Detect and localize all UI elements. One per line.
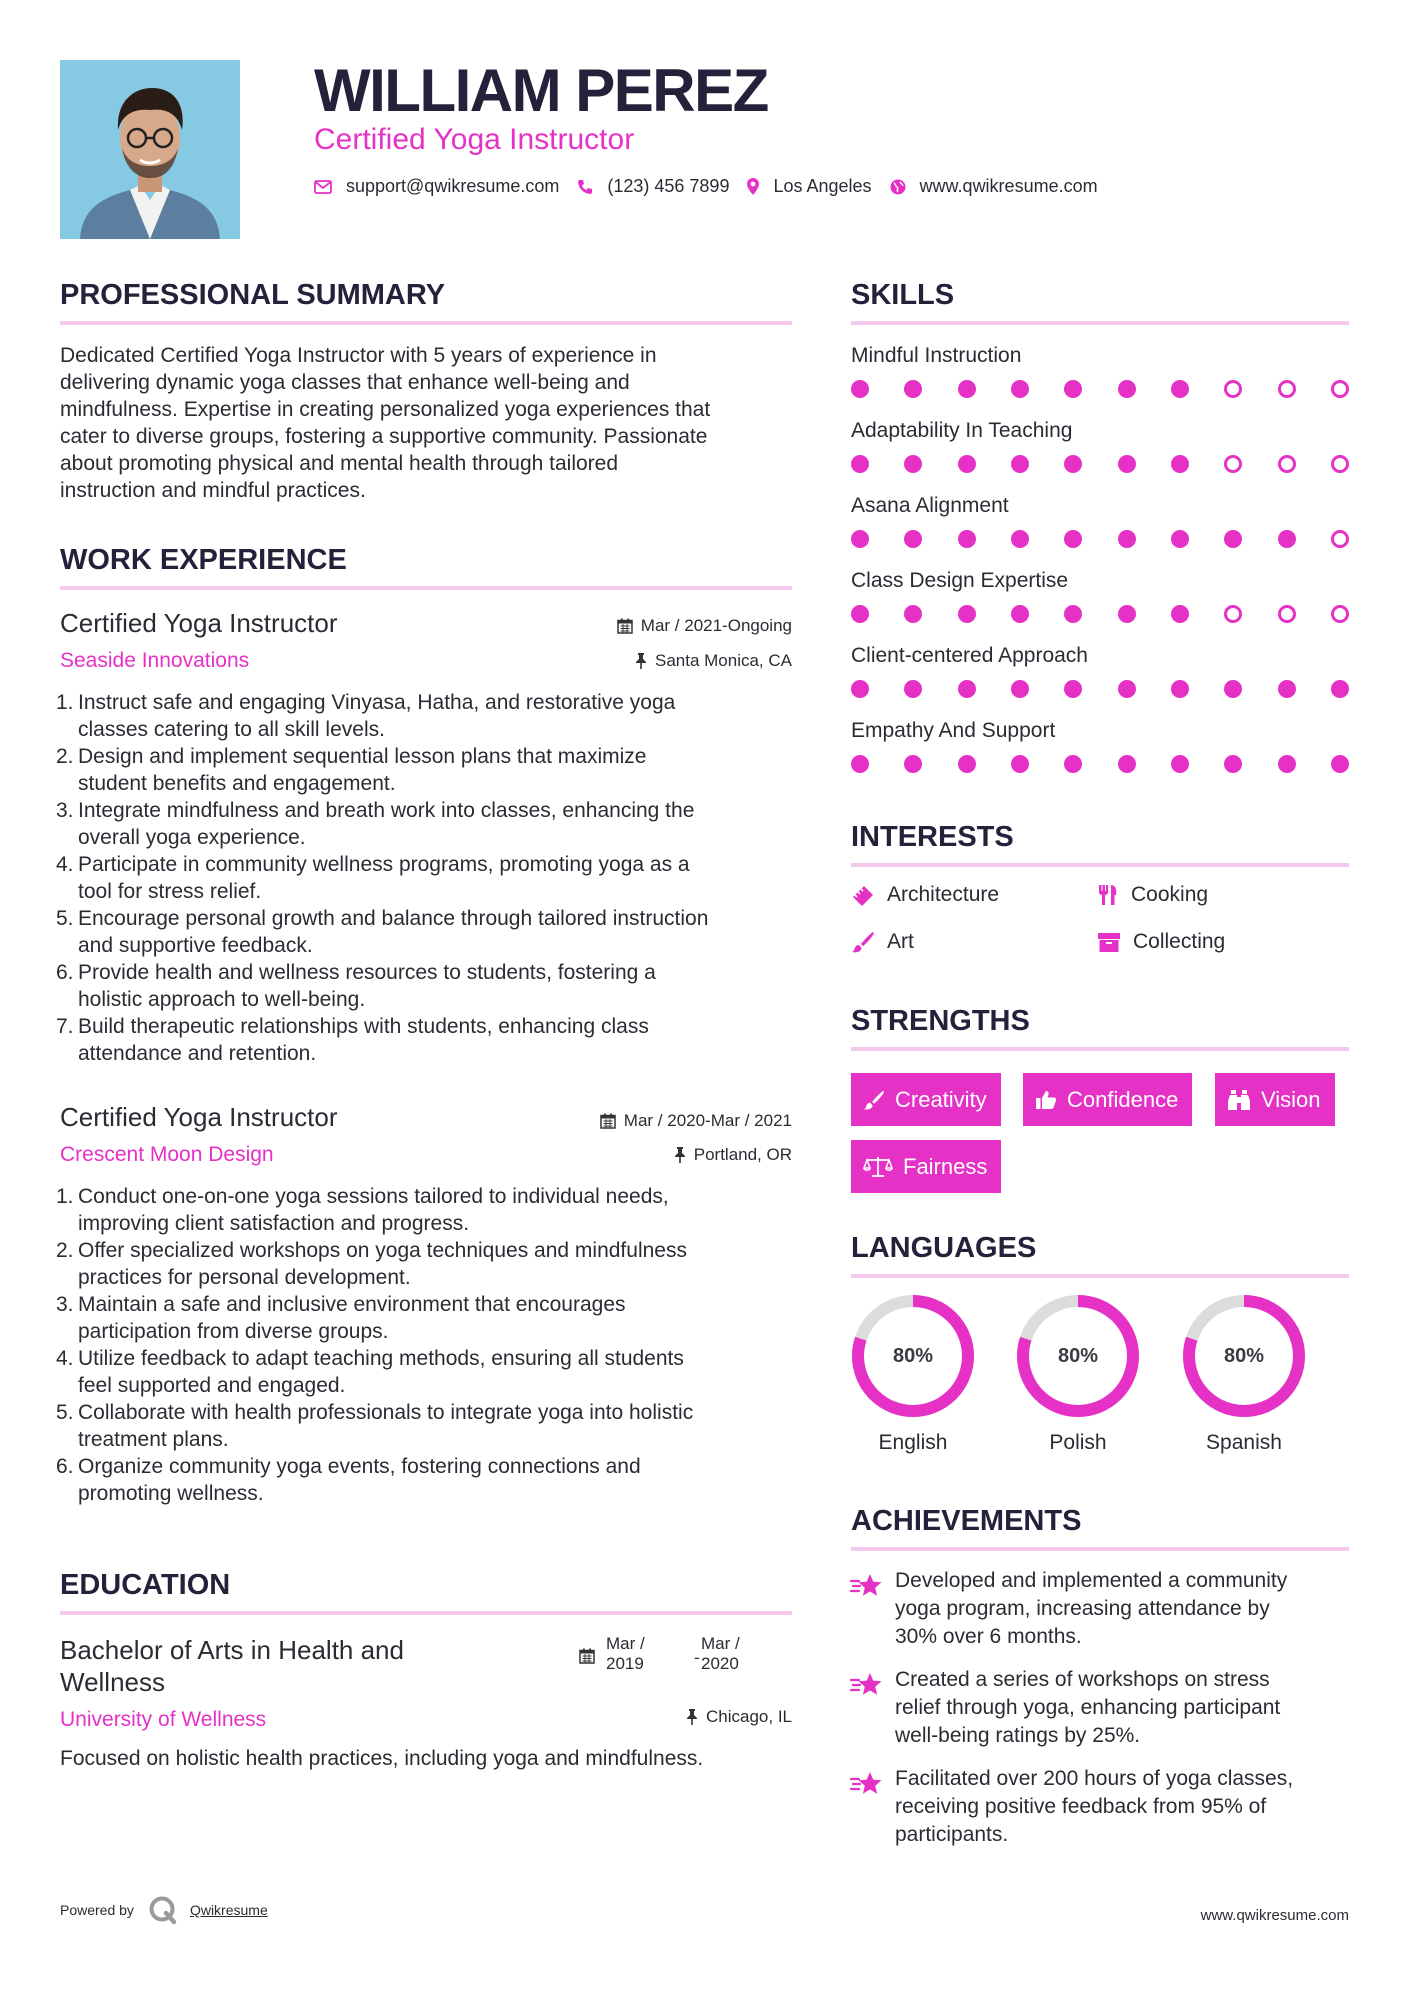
star-icon <box>850 1672 884 1703</box>
skill-rating <box>851 455 1349 475</box>
job-1-location-text: Santa Monica, CA <box>654 651 792 670</box>
map-pin-icon <box>747 178 759 195</box>
language-1 <box>1016 1294 1140 1454</box>
list-number: 1. <box>56 691 74 714</box>
skill-name: Class Design Expertise <box>851 569 1069 592</box>
email-text: support@qwikresume.com <box>346 176 560 196</box>
interests-divider <box>851 863 1349 867</box>
rating-dot-filled <box>1278 680 1296 698</box>
rating-dot-filled <box>851 755 869 773</box>
date-part: Mar / <box>701 1634 740 1653</box>
rating-dot-filled <box>1011 680 1029 698</box>
contact-phone[interactable] <box>577 176 729 197</box>
interest-label: Art <box>887 930 914 953</box>
list-item <box>56 1237 800 1291</box>
contact-website[interactable] <box>890 176 1098 197</box>
duty-line: Offer specialized workshops on yoga techniques and mindfulness <box>78 1239 687 1262</box>
job-2-date <box>600 1111 792 1131</box>
skill-name: Mindful Instruction <box>851 344 1022 367</box>
rating-dot-filled <box>904 530 922 548</box>
summary-text <box>60 342 800 504</box>
candidate-title: Certified Yoga Instructor <box>314 123 635 156</box>
strength-label: Confidence <box>1067 1086 1179 1112</box>
list-item <box>56 1291 800 1345</box>
summary-line: instruction and mindful practices. <box>60 479 366 502</box>
interest-collecting <box>1097 930 1225 954</box>
list-item <box>56 1183 800 1237</box>
strength-label: Fairness <box>903 1153 988 1179</box>
list-number: 2. <box>56 1239 74 1262</box>
rating-dot-filled <box>1011 605 1029 623</box>
achievement-line: 30% over 6 months. <box>895 1625 1082 1648</box>
skill-rating <box>851 530 1349 550</box>
phone-icon <box>577 179 593 195</box>
achievement-line: relief through yoga, enhancing participant <box>895 1696 1281 1719</box>
rating-dot-filled <box>1331 680 1349 698</box>
strength-label: Creativity <box>895 1086 987 1112</box>
duty-line: participation from diverse groups. <box>78 1320 389 1343</box>
summary-line: delivering dynamic yoga classes that enhance well-being and <box>60 371 630 394</box>
job-2-company: Crescent Moon Design <box>60 1143 274 1166</box>
calendar-icon <box>579 1648 595 1664</box>
rating-dot-filled <box>1171 380 1189 398</box>
footer-powered-by <box>60 1895 268 1925</box>
avatar <box>60 60 240 239</box>
rating-dot-filled <box>1064 755 1082 773</box>
star-icon <box>850 1573 884 1604</box>
list-number: 4. <box>56 853 74 876</box>
degree-line: Bachelor of Arts in Health and <box>60 1635 404 1665</box>
list-number: 4. <box>56 1347 74 1370</box>
achievements-divider <box>851 1547 1349 1551</box>
achievements-heading: ACHIEVEMENTS <box>851 1505 1082 1537</box>
rating-dot-filled <box>851 455 869 473</box>
rating-dot-empty <box>1224 605 1242 623</box>
balance-scale-icon <box>863 1156 893 1178</box>
rating-dot-filled <box>1171 530 1189 548</box>
rating-dot-empty <box>1331 455 1349 473</box>
degree-title <box>60 1634 480 1698</box>
list-number: 5. <box>56 907 74 930</box>
job-1-date <box>617 616 792 636</box>
rating-dot-filled <box>1118 380 1136 398</box>
rating-dot-filled <box>851 680 869 698</box>
skills-heading: SKILLS <box>851 279 955 311</box>
phone-text: (123) 456 7899 <box>607 176 730 196</box>
strengths-heading: STRENGTHS <box>851 1005 1030 1037</box>
date-part: Mar / <box>606 1634 645 1653</box>
language-0 <box>851 1294 975 1454</box>
skill-rating <box>851 605 1349 625</box>
interests-heading: INTERESTS <box>851 821 1014 853</box>
rating-dot-filled <box>958 680 976 698</box>
language-name: English <box>878 1431 948 1454</box>
pushpin-icon <box>686 1709 698 1725</box>
duty-line: Organize community yoga events, fostering connections and <box>78 1455 641 1478</box>
calendar-icon <box>617 618 633 634</box>
pushpin-icon <box>674 1147 686 1163</box>
powered-by-text: Powered by <box>60 1902 134 1918</box>
rating-dot-empty <box>1331 605 1349 623</box>
list-number: 2. <box>56 745 74 768</box>
rating-dot-empty <box>1331 380 1349 398</box>
rating-dot-filled <box>1118 455 1136 473</box>
achievement-text <box>895 1765 1355 1849</box>
list-item <box>56 905 800 959</box>
list-item <box>56 1013 800 1067</box>
duty-line: Provide health and wellness resources to students, fostering a <box>78 961 656 984</box>
rating-dot-filled <box>1064 605 1082 623</box>
education-description: Focused on holistic health practices, including yoga and mindfulness. <box>60 1747 704 1770</box>
summary-line: about promoting physical and mental health through tailored <box>60 452 619 475</box>
list-number: 7. <box>56 1015 74 1038</box>
summary-line: cater to diverse groups, fostering a supportive community. Passionate <box>60 425 708 448</box>
rating-dot-filled <box>958 530 976 548</box>
date-part: 2019 <box>606 1654 644 1673</box>
utensils-icon <box>1097 884 1119 906</box>
rating-dot-filled <box>1171 605 1189 623</box>
skill-name: Asana Alignment <box>851 494 1009 517</box>
footer-website[interactable]: www.qwikresume.com <box>1200 1907 1349 1924</box>
job-1-title: Certified Yoga Instructor <box>60 608 338 638</box>
rating-dot-filled <box>1011 530 1029 548</box>
globe-icon <box>890 179 906 195</box>
list-item <box>56 1399 800 1453</box>
duty-line: student benefits and engagement. <box>78 772 396 795</box>
rating-dot-filled <box>904 380 922 398</box>
rating-dot-filled <box>1171 680 1189 698</box>
experience-divider <box>60 586 792 590</box>
duty-line: promoting wellness. <box>78 1482 264 1505</box>
rating-dot-filled <box>1224 530 1242 548</box>
pushpin-icon <box>635 653 647 669</box>
strength-tag-fairness <box>851 1140 1001 1193</box>
thumbs-up-icon <box>1035 1090 1057 1110</box>
rating-dot-filled <box>904 680 922 698</box>
language-percent: 80% <box>1223 1344 1265 1367</box>
rating-dot-filled <box>1118 680 1136 698</box>
achievement-text <box>895 1666 1355 1750</box>
languages-heading: LANGUAGES <box>851 1232 1037 1264</box>
experience-heading: WORK EXPERIENCE <box>60 544 347 576</box>
rating-dot-filled <box>1118 755 1136 773</box>
list-item <box>56 1345 800 1399</box>
rating-dot-filled <box>904 455 922 473</box>
duty-line: Design and implement sequential lesson plans that maximize <box>78 745 647 768</box>
calendar-icon <box>600 1113 616 1129</box>
list-number: 3. <box>56 799 74 822</box>
duty-line: overall yoga experience. <box>78 826 306 849</box>
achievement-line: Facilitated over 200 hours of yoga classes, <box>895 1767 1294 1790</box>
rating-dot-filled <box>1171 755 1189 773</box>
achievement-line: well-being ratings by 25%. <box>895 1724 1141 1747</box>
rating-dot-filled <box>1064 380 1082 398</box>
list-number: 3. <box>56 1293 74 1316</box>
duty-line: Conduct one-on-one yoga sessions tailored to individual needs, <box>78 1185 669 1208</box>
rating-dot-filled <box>904 755 922 773</box>
education-heading: EDUCATION <box>60 1569 231 1601</box>
job-1-location <box>635 651 792 671</box>
rating-dot-filled <box>1118 530 1136 548</box>
list-item <box>56 743 800 797</box>
rating-dot-filled <box>1118 605 1136 623</box>
job-2-date-text: Mar / 2020-Mar / 2021 <box>623 1111 792 1130</box>
candidate-name: WILLIAM PEREZ <box>314 57 768 124</box>
degree-line: Wellness <box>60 1667 166 1697</box>
list-item <box>56 689 800 743</box>
interest-label: Collecting <box>1133 930 1226 953</box>
summary-line: Dedicated Certified Yoga Instructor with 5 years of experience in <box>60 344 657 367</box>
achievement-line: yoga program, increasing attendance by <box>895 1597 1270 1620</box>
duty-line: and supportive feedback. <box>78 934 313 957</box>
education-date-start <box>606 1634 645 1674</box>
achievement-line: Developed and implemented a community <box>895 1569 1288 1592</box>
interest-art <box>851 930 914 954</box>
strengths-divider <box>851 1047 1349 1051</box>
rating-dot-filled <box>1064 680 1082 698</box>
rating-dot-empty <box>1278 605 1296 623</box>
job-2-location <box>674 1145 792 1165</box>
language-name: Polish <box>1049 1431 1107 1454</box>
list-number: 6. <box>56 1455 74 1478</box>
skill-name: Adaptability In Teaching <box>851 419 1073 442</box>
date-separator: - <box>694 1648 700 1667</box>
duty-line: holistic approach to well-being. <box>78 988 366 1011</box>
education-location <box>686 1707 792 1727</box>
duty-line: practices for personal development. <box>78 1266 411 1289</box>
list-number: 6. <box>56 961 74 984</box>
job-2-location-text: Portland, OR <box>693 1145 792 1164</box>
location-text: Los Angeles <box>773 176 872 196</box>
rating-dot-filled <box>1278 755 1296 773</box>
rating-dot-filled <box>958 380 976 398</box>
rating-dot-filled <box>1011 455 1029 473</box>
rating-dot-filled <box>904 605 922 623</box>
interest-architecture <box>851 883 999 907</box>
rating-dot-filled <box>958 455 976 473</box>
skill-name: Client-centered Approach <box>851 644 1088 667</box>
list-number: 1. <box>56 1185 74 1208</box>
summary-heading: PROFESSIONAL SUMMARY <box>60 279 446 311</box>
binoculars-icon <box>1227 1089 1251 1111</box>
qwikresume-logo-icon <box>148 1895 178 1925</box>
strength-label: Vision <box>1261 1086 1321 1112</box>
summary-divider <box>60 321 792 325</box>
rating-dot-empty <box>1224 455 1242 473</box>
rating-dot-filled <box>851 380 869 398</box>
duty-line: Instruct safe and engaging Vinyasa, Hatha, and restorative yoga <box>78 691 676 714</box>
strength-tag-vision <box>1215 1073 1335 1126</box>
rating-dot-empty <box>1224 380 1242 398</box>
achievement-text <box>895 1567 1355 1651</box>
list-item <box>56 1453 800 1507</box>
list-number: 5. <box>56 1401 74 1424</box>
school-name: University of Wellness <box>60 1708 267 1731</box>
rating-dot-filled <box>851 530 869 548</box>
rating-dot-filled <box>1064 530 1082 548</box>
rating-dot-filled <box>1064 455 1082 473</box>
skill-name: Empathy And Support <box>851 719 1056 742</box>
profile-photo <box>60 60 240 239</box>
rating-dot-empty <box>1331 530 1349 548</box>
star-icon <box>850 1771 884 1802</box>
summary-line: mindfulness. Expertise in creating personalized yoga experiences that <box>60 398 711 421</box>
achievement-line: participants. <box>895 1823 1009 1846</box>
languages-divider <box>851 1274 1349 1278</box>
rating-dot-filled <box>958 755 976 773</box>
rating-dot-filled <box>1278 530 1296 548</box>
duty-line: Maintain a safe and inclusive environment that encourages <box>78 1293 626 1316</box>
duty-line: Build therapeutic relationships with students, enhancing class <box>78 1015 649 1038</box>
language-name: Spanish <box>1206 1431 1282 1454</box>
rating-dot-filled <box>1011 755 1029 773</box>
job-2-duties <box>56 1183 800 1507</box>
rating-dot-empty <box>1278 380 1296 398</box>
rating-dot-empty <box>1278 455 1296 473</box>
duty-line: Participate in community wellness programs, promoting yoga as a <box>78 853 690 876</box>
achievement-line: Created a series of workshops on stress <box>895 1668 1270 1691</box>
duty-line: classes catering to all skill levels. <box>78 718 385 741</box>
contact-row <box>314 176 1116 197</box>
strength-tag-creativity <box>851 1073 1001 1126</box>
envelope-icon <box>314 180 332 194</box>
duty-line: Encourage personal growth and balance through tailored instruction <box>78 907 709 930</box>
language-percent: 80% <box>892 1344 934 1367</box>
archive-box-icon <box>1097 931 1121 953</box>
interest-cooking <box>1097 883 1208 907</box>
job-1-date-text: Mar / 2021-Ongoing <box>640 616 792 635</box>
duty-line: feel supported and engaged. <box>78 1374 346 1397</box>
education-date-end <box>701 1634 740 1674</box>
paintbrush-icon <box>851 931 875 953</box>
duty-line: Utilize feedback to adapt teaching methods, ensuring all students <box>78 1347 684 1370</box>
rating-dot-filled <box>1224 755 1242 773</box>
duty-line: treatment plans. <box>78 1428 229 1451</box>
skill-rating <box>851 680 1349 700</box>
rating-dot-filled <box>1011 380 1029 398</box>
ruler-icon <box>851 884 875 906</box>
achievement-line: receiving positive feedback from 95% of <box>895 1795 1267 1818</box>
brand-link[interactable]: Qwikresume <box>189 1902 268 1918</box>
contact-email[interactable] <box>314 176 559 197</box>
rating-dot-filled <box>958 605 976 623</box>
skill-rating <box>851 755 1349 775</box>
job-1-company: Seaside Innovations <box>60 649 250 672</box>
contact-location <box>747 176 871 197</box>
duty-line: attendance and retention. <box>78 1042 317 1065</box>
duty-line: tool for stress relief. <box>78 880 262 903</box>
language-2 <box>1182 1294 1306 1454</box>
website-text: www.qwikresume.com <box>919 176 1098 196</box>
duty-line: improving client satisfaction and progress. <box>78 1212 470 1235</box>
rating-dot-filled <box>851 605 869 623</box>
list-item <box>56 851 800 905</box>
job-2-title: Certified Yoga Instructor <box>60 1102 338 1132</box>
skill-rating <box>851 380 1349 400</box>
date-part: 2020 <box>701 1654 739 1673</box>
rating-dot-filled <box>1171 455 1189 473</box>
interest-label: Cooking <box>1131 883 1209 906</box>
duty-line: Integrate mindfulness and breath work into classes, enhancing the <box>78 799 695 822</box>
list-item <box>56 959 800 1013</box>
job-1-duties <box>56 689 800 1067</box>
strength-tag-confidence <box>1023 1073 1192 1126</box>
rating-dot-filled <box>1224 680 1242 698</box>
language-percent: 80% <box>1057 1344 1099 1367</box>
education-location-text: Chicago, IL <box>706 1707 792 1726</box>
interest-label: Architecture <box>887 883 1000 906</box>
paintbrush-icon <box>863 1089 885 1111</box>
rating-dot-filled <box>1331 755 1349 773</box>
list-item <box>56 797 800 851</box>
education-divider <box>60 1611 792 1615</box>
duty-line: Collaborate with health professionals to integrate yoga into holistic <box>78 1401 694 1424</box>
skills-divider <box>851 321 1349 325</box>
